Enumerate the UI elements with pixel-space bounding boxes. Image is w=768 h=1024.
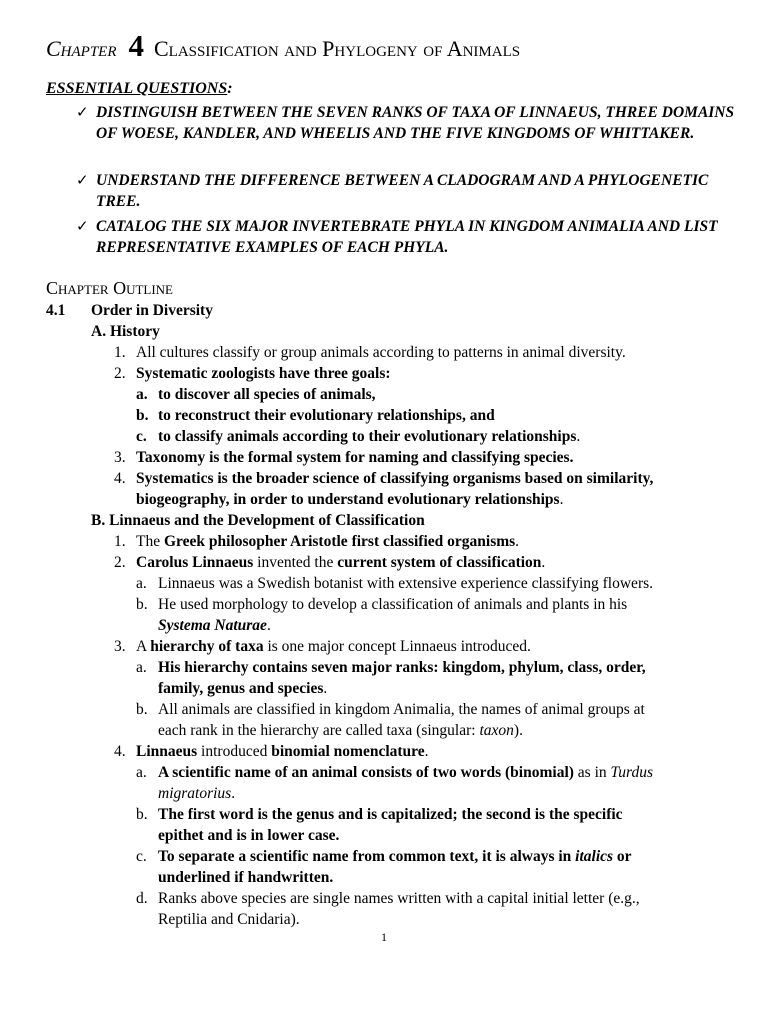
essential-question-1 [76, 102, 756, 144]
chapter-name: Classification and Phylogeny of Animals [154, 36, 521, 61]
list-item-tail: . [323, 680, 328, 697]
list-item-tail: . [266, 617, 271, 634]
list-item-text: Systematic zoologists have three goals: [136, 365, 391, 382]
checkmark-icon: ✓ [76, 217, 89, 235]
list-item-continuation: Reptilia and Cnidaria). [158, 911, 300, 928]
text-run: introduced [197, 743, 272, 760]
text-run-italic: Turdus [610, 764, 654, 781]
text-run: is one major concept Linnaeus introduced. [263, 638, 531, 655]
text-run: . [231, 785, 236, 802]
list-item-text: Linnaeus was a Swedish botanist with extensive experience classifying flowers. [158, 575, 654, 592]
list-item-line [136, 741, 429, 762]
text-run-bold: Greek philosopher Aristotle first classified organisms [163, 533, 516, 550]
list-letter: a. [136, 764, 147, 781]
list-letter: d. [136, 890, 148, 907]
list-letter: b. [136, 701, 148, 718]
text-run-bold: Linnaeus [136, 743, 198, 760]
text-run-bold: current system of classification [337, 554, 542, 571]
list-number: 1. [114, 533, 126, 550]
text-run: invented the [253, 554, 338, 571]
list-number: 2. [114, 554, 126, 571]
list-letter: b. [136, 407, 149, 424]
text-run-bold: To separate a scientific name from common text, it is always in [158, 848, 576, 865]
list-item-text: Systematics is the broader science of classifying organisms based on similarity, [136, 470, 654, 487]
list-item-text: to reconstruct their evolutionary relationships, and [158, 407, 495, 424]
essential-question-text: CATALOG THE SIX MAJOR INVERTEBRATE PHYLA IN KINGDOM ANIMALIA AND LIST REPRESENTATIVE EXAMPLES OF EACH PHYLA. [96, 218, 718, 256]
essential-question-text: DISTINGUISH BETWEEN THE SEVEN RANKS OF TAXA OF LINNAEUS, THREE DOMAINS OF WOESE, KANDLER, AND WHEELIS AND THE FIVE KINGDOMS OF WHITTAKER. [96, 104, 735, 142]
section-number: 4.1 [46, 302, 66, 319]
list-item-text: His hierarchy contains seven major ranks: kingdom, phylum, class, order, [158, 659, 646, 676]
text-run: as in [573, 764, 611, 781]
list-item-continuation: underlined if handwritten. [158, 869, 334, 886]
checkmark-icon: ✓ [76, 171, 89, 189]
text-run-italic: taxon [479, 722, 514, 739]
list-number: 4. [114, 743, 126, 760]
list-letter: c. [136, 848, 147, 865]
chapter-title [46, 28, 520, 64]
checkmark-icon: ✓ [76, 103, 89, 121]
text-run-bold: A scientific name of an animal consists of two words (binomial) [158, 764, 574, 781]
list-letter: b. [136, 806, 148, 823]
list-item-line [158, 426, 580, 447]
list-item-line [158, 762, 653, 783]
list-letter: a. [136, 386, 148, 403]
chapter-number: 4 [128, 28, 144, 63]
list-item-line [158, 678, 327, 699]
list-item-continuation: family, genus and species [158, 680, 324, 697]
subsection-a-heading: A. History [91, 323, 160, 340]
list-item-text: The first word is the genus and is capitalized; the second is the specific [158, 806, 623, 823]
text-run: The [136, 533, 164, 550]
list-item-text: Ranks above species are single names written with a capital initial letter (e.g., [158, 890, 640, 907]
list-item-line [158, 846, 632, 867]
text-run: A [136, 638, 151, 655]
list-item-continuation: epithet and is in lower case. [158, 827, 340, 844]
list-item-text: He used morphology to develop a classification of animals and plants in his [158, 596, 628, 613]
text-run-bold: or [613, 848, 632, 865]
chapter-label: Chapter [46, 36, 117, 61]
list-number: 2. [114, 365, 126, 382]
text-run: . [515, 533, 520, 550]
list-number: 3. [114, 449, 126, 466]
list-number: 4. [114, 470, 126, 487]
book-title-italic: Systema Naturae [158, 617, 267, 634]
text-run: each rank in the hierarchy are called taxa (singular: [158, 722, 480, 739]
list-item-line [136, 531, 519, 552]
text-run: . [541, 554, 546, 571]
essential-questions-colon: : [227, 80, 233, 97]
essential-question-text: UNDERSTAND THE DIFFERENCE BETWEEN A CLADOGRAM AND A PHYLOGENETIC TREE. [96, 172, 709, 210]
essential-question-3 [76, 216, 756, 258]
list-letter: b. [136, 596, 148, 613]
text-run-bold: hierarchy of taxa [150, 638, 264, 655]
list-number: 1. [114, 344, 126, 361]
list-item-line [158, 783, 235, 804]
list-item-text: to discover all species of animals, [158, 386, 376, 403]
list-letter: a. [136, 575, 147, 592]
list-item-line [136, 636, 531, 657]
list-letter: a. [136, 659, 147, 676]
text-run: ). [513, 722, 523, 739]
list-item-line [158, 720, 523, 741]
list-item-text: Taxonomy is the formal system for naming and classifying species. [136, 449, 574, 466]
text-run-bold: binomial nomenclature [271, 743, 425, 760]
list-item-tail: . [576, 428, 581, 445]
list-item-line [136, 489, 563, 510]
list-number: 3. [114, 638, 126, 655]
list-item-text: All animals are classified in kingdom Animalia, the names of animal groups at [158, 701, 645, 718]
text-run: . [424, 743, 429, 760]
page-number: 1 [381, 930, 387, 944]
list-item-line [136, 552, 545, 573]
list-item-continuation: biogeography, in order to understand evolutionary relationships [136, 491, 560, 508]
list-letter: c. [136, 428, 147, 445]
section-title: Order in Diversity [91, 302, 213, 319]
text-run-bold-italic: italics [575, 848, 614, 865]
chapter-outline-heading: Chapter Outline [46, 278, 173, 298]
text-run-bold: Carolus Linnaeus [136, 554, 254, 571]
list-item-text: to classify animals according to their evolutionary relationships [158, 428, 577, 445]
list-item-text: All cultures classify or group animals according to patterns in animal diversity. [136, 344, 626, 361]
list-item-line [158, 615, 271, 636]
essential-questions-heading [46, 80, 233, 98]
text-run-italic: migratorius [158, 785, 232, 802]
subsection-b-heading: B. Linnaeus and the Development of Classification [91, 512, 425, 529]
essential-question-2 [76, 170, 756, 212]
essential-questions-heading-text: ESSENTIAL QUESTIONS [46, 80, 228, 97]
list-item-tail: . [559, 491, 564, 508]
